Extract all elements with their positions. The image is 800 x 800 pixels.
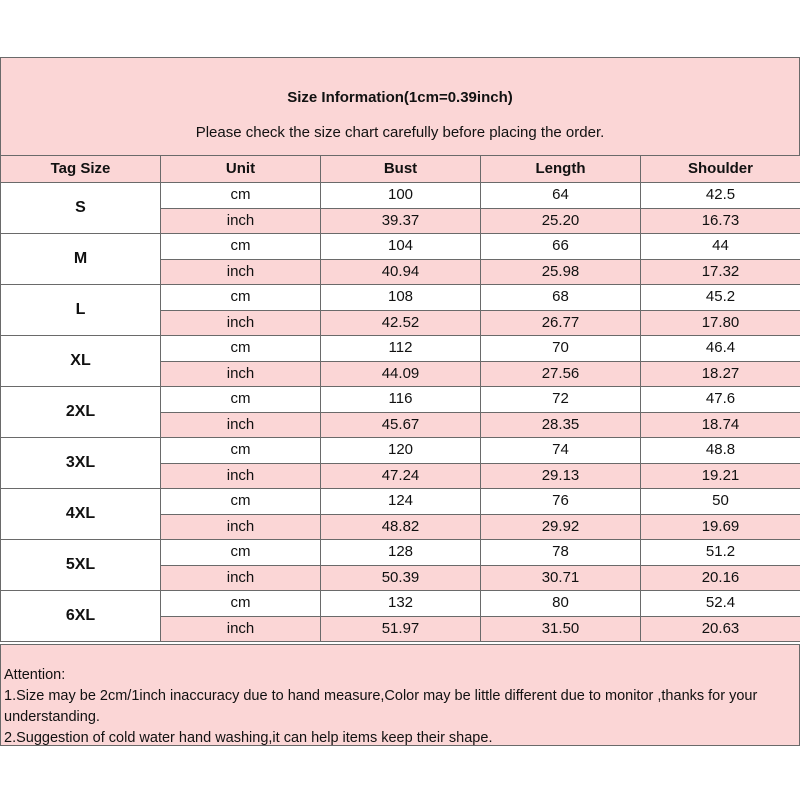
shoulder-cell: 20.16 (641, 565, 800, 591)
length-cell: 72 (481, 387, 641, 413)
attention-note-2: 2.Suggestion of cold water hand washing,it can help items keep their shape. (4, 730, 493, 746)
length-cell: 26.77 (481, 310, 641, 336)
length-cell: 74 (481, 438, 641, 464)
attention-notes (0, 644, 800, 746)
length-cell: 25.98 (481, 259, 641, 285)
bust-cell: 104 (321, 234, 481, 260)
unit-cell: cm (161, 489, 321, 515)
bust-cell: 42.52 (321, 310, 481, 336)
unit-cell: inch (161, 259, 321, 285)
attention-heading: Attention: (4, 667, 66, 683)
page-subtitle: Please check the size chart carefully before placing the order. (195, 124, 605, 141)
shoulder-cell: 18.27 (641, 361, 800, 387)
shoulder-cell: 19.69 (641, 514, 800, 540)
table-row (1, 234, 800, 260)
tag-size-cell: 5XL (1, 540, 161, 591)
length-cell: 30.71 (481, 565, 641, 591)
bust-cell: 44.09 (321, 361, 481, 387)
bust-cell: 100 (321, 183, 481, 209)
tag-size-cell: M (1, 234, 161, 285)
bust-cell: 48.82 (321, 514, 481, 540)
bust-cell: 108 (321, 285, 481, 311)
length-cell: 66 (481, 234, 641, 260)
bust-cell: 51.97 (321, 616, 481, 642)
table-row (1, 489, 800, 515)
shoulder-cell: 18.74 (641, 412, 800, 438)
shoulder-cell: 45.2 (641, 285, 800, 311)
shoulder-cell: 19.21 (641, 463, 800, 489)
shoulder-cell: 51.2 (641, 540, 800, 566)
unit-cell: cm (161, 234, 321, 260)
unit-cell: cm (161, 540, 321, 566)
shoulder-cell: 16.73 (641, 208, 800, 234)
table-row (1, 387, 800, 413)
bust-cell: 116 (321, 387, 481, 413)
column-header-unit: Unit (161, 156, 321, 183)
shoulder-cell: 17.32 (641, 259, 800, 285)
unit-cell: cm (161, 183, 321, 209)
shoulder-cell: 17.80 (641, 310, 800, 336)
table-row (1, 540, 800, 566)
unit-cell: inch (161, 361, 321, 387)
length-cell: 25.20 (481, 208, 641, 234)
bust-cell: 45.67 (321, 412, 481, 438)
table-row (1, 183, 800, 209)
page-title: Size Information(1cm=0.39inch) (287, 89, 513, 106)
unit-cell: inch (161, 463, 321, 489)
size-table (0, 155, 800, 642)
unit-cell: cm (161, 285, 321, 311)
unit-cell: inch (161, 565, 321, 591)
shoulder-cell: 44 (641, 234, 800, 260)
unit-cell: cm (161, 438, 321, 464)
table-header-row (1, 156, 800, 183)
column-header-bust: Bust (321, 156, 481, 183)
bust-cell: 128 (321, 540, 481, 566)
tag-size-cell: S (1, 183, 161, 234)
length-cell: 68 (481, 285, 641, 311)
length-cell: 64 (481, 183, 641, 209)
size-table-body (1, 183, 800, 642)
shoulder-cell: 47.6 (641, 387, 800, 413)
tag-size-cell: 6XL (1, 591, 161, 642)
table-row (1, 591, 800, 617)
length-cell: 28.35 (481, 412, 641, 438)
column-header-shoulder: Shoulder (641, 156, 800, 183)
shoulder-cell: 46.4 (641, 336, 800, 362)
unit-cell: inch (161, 208, 321, 234)
unit-cell: inch (161, 412, 321, 438)
length-cell: 29.13 (481, 463, 641, 489)
bust-cell: 47.24 (321, 463, 481, 489)
bust-cell: 120 (321, 438, 481, 464)
shoulder-cell: 42.5 (641, 183, 800, 209)
column-header-tag-size: Tag Size (1, 156, 161, 183)
length-cell: 78 (481, 540, 641, 566)
table-row (1, 285, 800, 311)
tag-size-cell: 2XL (1, 387, 161, 438)
bust-cell: 40.94 (321, 259, 481, 285)
tag-size-cell: 3XL (1, 438, 161, 489)
bust-cell: 39.37 (321, 208, 481, 234)
shoulder-cell: 50 (641, 489, 800, 515)
unit-cell: cm (161, 591, 321, 617)
shoulder-cell: 52.4 (641, 591, 800, 617)
column-header-length: Length (481, 156, 641, 183)
bust-cell: 124 (321, 489, 481, 515)
unit-cell: cm (161, 336, 321, 362)
shoulder-cell: 20.63 (641, 616, 800, 642)
tag-size-cell: 4XL (1, 489, 161, 540)
length-cell: 29.92 (481, 514, 641, 540)
bust-cell: 50.39 (321, 565, 481, 591)
length-cell: 27.56 (481, 361, 641, 387)
table-row (1, 438, 800, 464)
table-row (1, 336, 800, 362)
length-cell: 76 (481, 489, 641, 515)
length-cell: 80 (481, 591, 641, 617)
bust-cell: 112 (321, 336, 481, 362)
tag-size-cell: L (1, 285, 161, 336)
unit-cell: cm (161, 387, 321, 413)
attention-note-1: 1.Size may be 2cm/1inch inaccuracy due to hand measure,Color may be little different due to monitor ,thanks for your understanding. (4, 688, 758, 725)
size-chart-header (0, 57, 800, 155)
unit-cell: inch (161, 310, 321, 336)
unit-cell: inch (161, 616, 321, 642)
length-cell: 31.50 (481, 616, 641, 642)
size-chart (0, 57, 800, 746)
tag-size-cell: XL (1, 336, 161, 387)
unit-cell: inch (161, 514, 321, 540)
bust-cell: 132 (321, 591, 481, 617)
length-cell: 70 (481, 336, 641, 362)
shoulder-cell: 48.8 (641, 438, 800, 464)
